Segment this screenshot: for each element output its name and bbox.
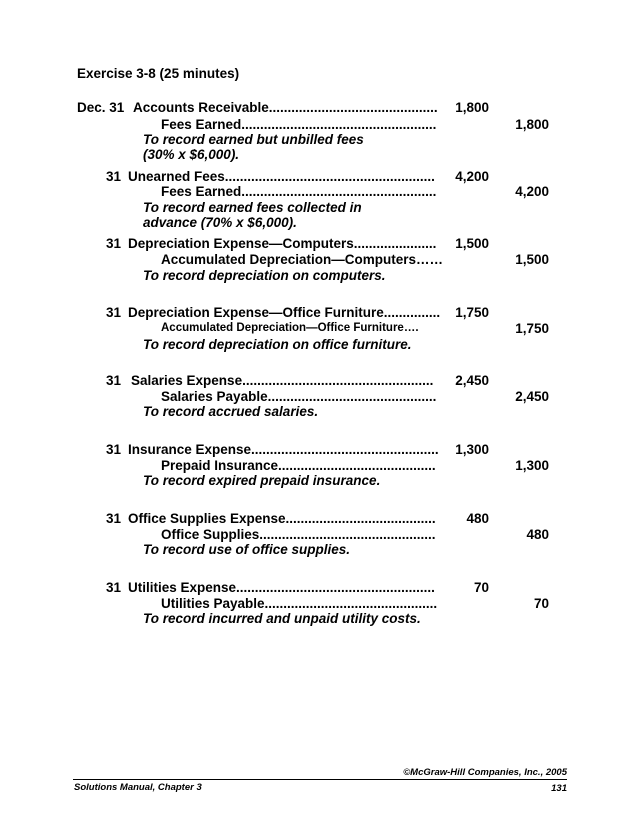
credit-amount: 1,750 — [515, 321, 549, 336]
credit-amount: 4,200 — [515, 184, 549, 199]
debit-amount: 1,800 — [455, 100, 489, 115]
debit-account: Salaries Expense................................................... — [131, 373, 434, 388]
debit-amount: 480 — [466, 511, 489, 526]
debit-amount: 70 — [473, 580, 489, 595]
credit-account: Accumulated Depreciation—Computers…… — [161, 252, 443, 267]
entry-memo: To record incurred and unpaid utility costs. — [143, 611, 421, 626]
debit-account: Office Supplies Expense........................................ — [128, 511, 436, 526]
entry-date: Dec. 31 — [77, 100, 125, 115]
debit-account: Depreciation Expense—Computers...................... — [128, 236, 437, 251]
debit-amount: 1,300 — [455, 442, 489, 457]
debit-account: Unearned Fees........................................................ — [128, 169, 435, 184]
debit-account: Accounts Receivable............................................. — [133, 100, 438, 115]
entry-memo: To record earned but unbilled fees — [143, 132, 364, 147]
copyright-notice: ©McGraw-Hill Companies, Inc., 2005 — [403, 767, 567, 778]
credit-account: Office Supplies............................................... — [161, 527, 436, 542]
page-title: Exercise 3-8 (25 minutes) — [77, 66, 240, 81]
entry-date: 31 — [106, 305, 122, 320]
credit-amount: 2,450 — [515, 389, 549, 404]
entry-date: 31 — [106, 373, 122, 388]
debit-account: Insurance Expense.................................................. — [128, 442, 439, 457]
entry-memo: To record expired prepaid insurance. — [143, 473, 381, 488]
credit-amount: 480 — [526, 527, 549, 542]
entry-date: 31 — [106, 511, 122, 526]
entry-memo: To record depreciation on office furniture. — [143, 337, 412, 352]
entry-memo: To record earned fees collected in — [143, 200, 362, 215]
credit-amount: 1,300 — [515, 458, 549, 473]
credit-account: Salaries Payable............................................. — [161, 389, 437, 404]
debit-amount: 4,200 — [455, 169, 489, 184]
debit-amount: 1,500 — [455, 236, 489, 251]
page-number: 131 — [551, 783, 567, 794]
credit-account: Accumulated Depreciation—Office Furniture…. — [161, 322, 419, 334]
entry-date: 31 — [106, 580, 122, 595]
entry-date: 31 — [106, 236, 122, 251]
credit-account: Fees Earned.................................................... — [161, 117, 437, 132]
entry-memo: To record use of office supplies. — [143, 542, 351, 557]
credit-amount: 1,500 — [515, 252, 549, 267]
footer-chapter: Solutions Manual, Chapter 3 — [74, 782, 202, 793]
credit-account: Fees Earned.................................................... — [161, 184, 437, 199]
entry-date: 31 — [106, 169, 122, 184]
debit-amount: 2,450 — [455, 373, 489, 388]
footer-divider — [73, 779, 567, 780]
debit-account: Depreciation Expense—Office Furniture............... — [128, 305, 441, 320]
credit-amount: 70 — [533, 596, 549, 611]
credit-account: Utilities Payable.............................................. — [161, 596, 438, 611]
entry-memo: To record depreciation on computers. — [143, 268, 386, 283]
entry-date: 31 — [106, 442, 122, 457]
credit-account: Prepaid Insurance.......................................... — [161, 458, 436, 473]
debit-amount: 1,750 — [455, 305, 489, 320]
debit-account: Utilities Expense..................................................... — [128, 580, 435, 595]
entry-memo: advance (70% x $6,000). — [143, 215, 297, 230]
entry-memo: (30% x $6,000). — [143, 147, 240, 162]
entry-memo: To record accrued salaries. — [143, 404, 319, 419]
credit-amount: 1,800 — [515, 117, 549, 132]
